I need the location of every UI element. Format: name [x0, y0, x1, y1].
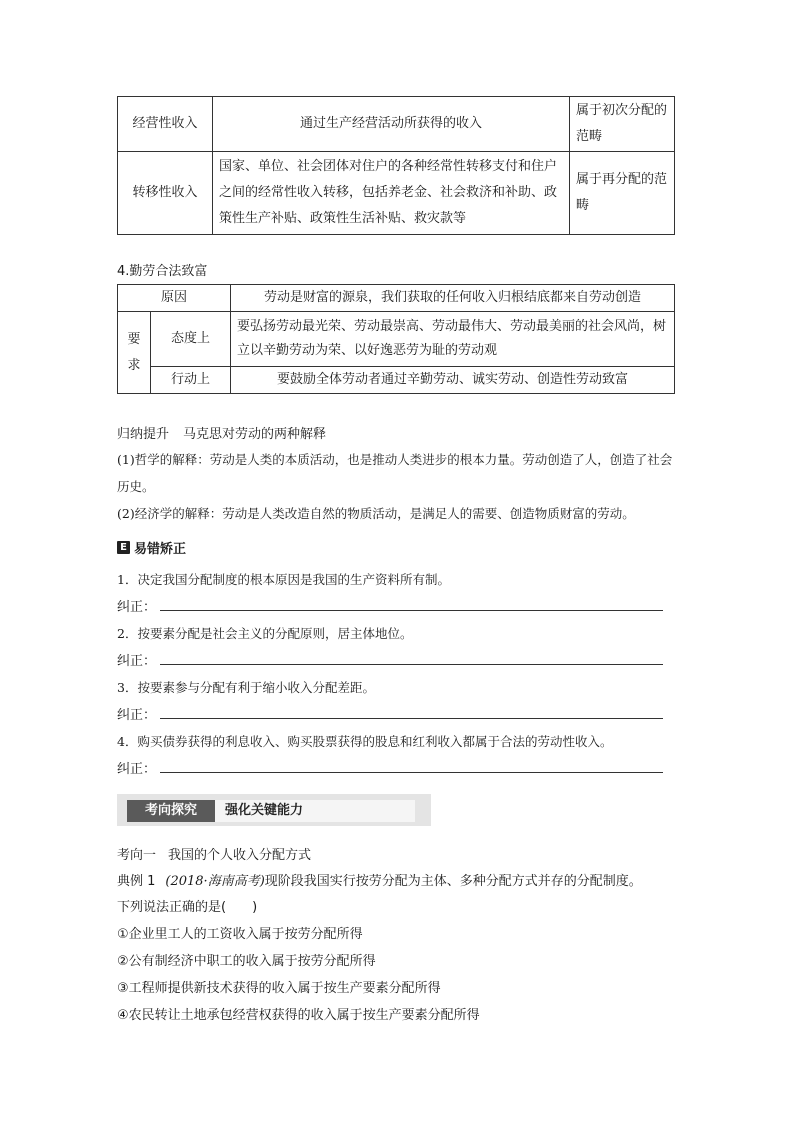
action-text-cell: 要鼓励全体劳动者通过辛勤劳动、诚实劳动、创造性劳动致富 — [231, 367, 675, 394]
answer-line[interactable] — [160, 772, 663, 773]
table-row — [118, 152, 675, 235]
table-row — [118, 97, 675, 152]
income-type-cell: 转移性收入 — [118, 152, 213, 235]
example-stem-line — [117, 870, 642, 889]
attitude-text-cell: 要弘扬劳动最光荣、劳动最崇高、劳动最伟大、劳动最美丽的社会风尚，树立以辛勤劳动为荣、以好逸恶劳为耻的劳动观 — [231, 312, 675, 367]
income-category-cell: 属于再分配的范畴 — [570, 152, 675, 235]
summary-title: 马克思对劳动的两种解释 — [183, 427, 327, 442]
banner-light-label: 强化关键能力 — [215, 800, 415, 822]
section-banner — [117, 794, 431, 826]
error-correction-heading — [117, 538, 186, 557]
reason-text-cell: 劳动是财富的源泉，我们获取的任何收入归根结底都来自劳动创造 — [231, 285, 675, 312]
example-stem: 现阶段我国实行按劳分配为主体、多种分配方式并存的分配制度。 — [264, 874, 642, 889]
banner-dark-label: 考向探究 — [127, 800, 215, 822]
answer-line[interactable] — [160, 610, 663, 611]
answer-line[interactable] — [160, 718, 663, 719]
diligence-table — [117, 284, 675, 394]
income-desc-cell: 国家、单位、社会团体对住户的各种经常性转移支付和住户之间的经常性收入转移，包括养老金、社会救济和补助、政策性生产补贴、政策性生活补贴、救灾款等 — [213, 152, 570, 235]
option-item: ③工程师提供新技术获得的收入属于按生产要素分配所得 — [117, 981, 441, 996]
direction-label: 考向一 — [117, 848, 157, 863]
income-type-table — [117, 96, 675, 235]
answer-label: 纠正： — [117, 654, 157, 669]
option-item: ②公有制经济中职工的收入属于按劳分配所得 — [117, 954, 376, 969]
income-category-cell: 属于初次分配的范畴 — [570, 97, 675, 152]
summary-paragraph-1: (1)哲学的解释：劳动是人类的本质活动，也是推动人类进步的根本力量。劳动创造了人，创造了社会历史。 — [117, 452, 673, 494]
option-item: ①企业里工人的工资收入属于按劳分配所得 — [117, 927, 363, 942]
section-heading: 4.勤劳合法致富 — [117, 264, 208, 279]
table-row — [118, 285, 675, 312]
summary-label: 归纳提升 — [117, 427, 170, 442]
question-item: 2．按要素分配是社会主义的分配原则，居主体地位。 — [117, 626, 413, 641]
table-row — [118, 312, 675, 367]
answer-label: 纠正： — [117, 708, 157, 723]
summary-heading — [117, 423, 326, 442]
answer-label: 纠正： — [117, 762, 157, 777]
table-row — [118, 367, 675, 394]
reason-label-cell: 原因 — [118, 285, 231, 312]
direction-title: 我国的个人收入分配方式 — [168, 848, 312, 863]
example-label: 典例 1 — [117, 874, 156, 889]
question-item: 4．购买债券获得的利息收入、购买股票获得的股息和红利收入都属于合法的劳动性收入。 — [117, 734, 613, 749]
option-item: ④农民转让土地承包经营权获得的收入属于按生产要素分配所得 — [117, 1008, 480, 1023]
question-item: 1．决定我国分配制度的根本原因是我国的生产资料所有制。 — [117, 572, 450, 587]
example-source: (2018·海南高考) — [165, 874, 265, 889]
action-label-cell: 行动上 — [151, 367, 231, 394]
answer-label: 纠正： — [117, 600, 157, 615]
income-type-cell: 经营性收入 — [118, 97, 213, 152]
error-correction-icon: E — [117, 541, 130, 554]
attitude-label-cell: 态度上 — [151, 312, 231, 367]
error-correction-title: 易错矫正 — [134, 542, 187, 557]
direction-heading — [117, 844, 311, 863]
example-question: 下列说法正确的是( ) — [117, 900, 258, 915]
question-item: 3．按要素参与分配有利于缩小收入分配差距。 — [117, 680, 375, 695]
summary-paragraph-2: (2)经济学的解释：劳动是人类改造自然的物质活动，是满足人的需要、创造物质财富的劳动。 — [117, 506, 635, 521]
income-desc-cell: 通过生产经营活动所获得的收入 — [213, 97, 570, 152]
requirement-label-cell: 要求 — [118, 312, 151, 394]
answer-line[interactable] — [160, 664, 663, 665]
